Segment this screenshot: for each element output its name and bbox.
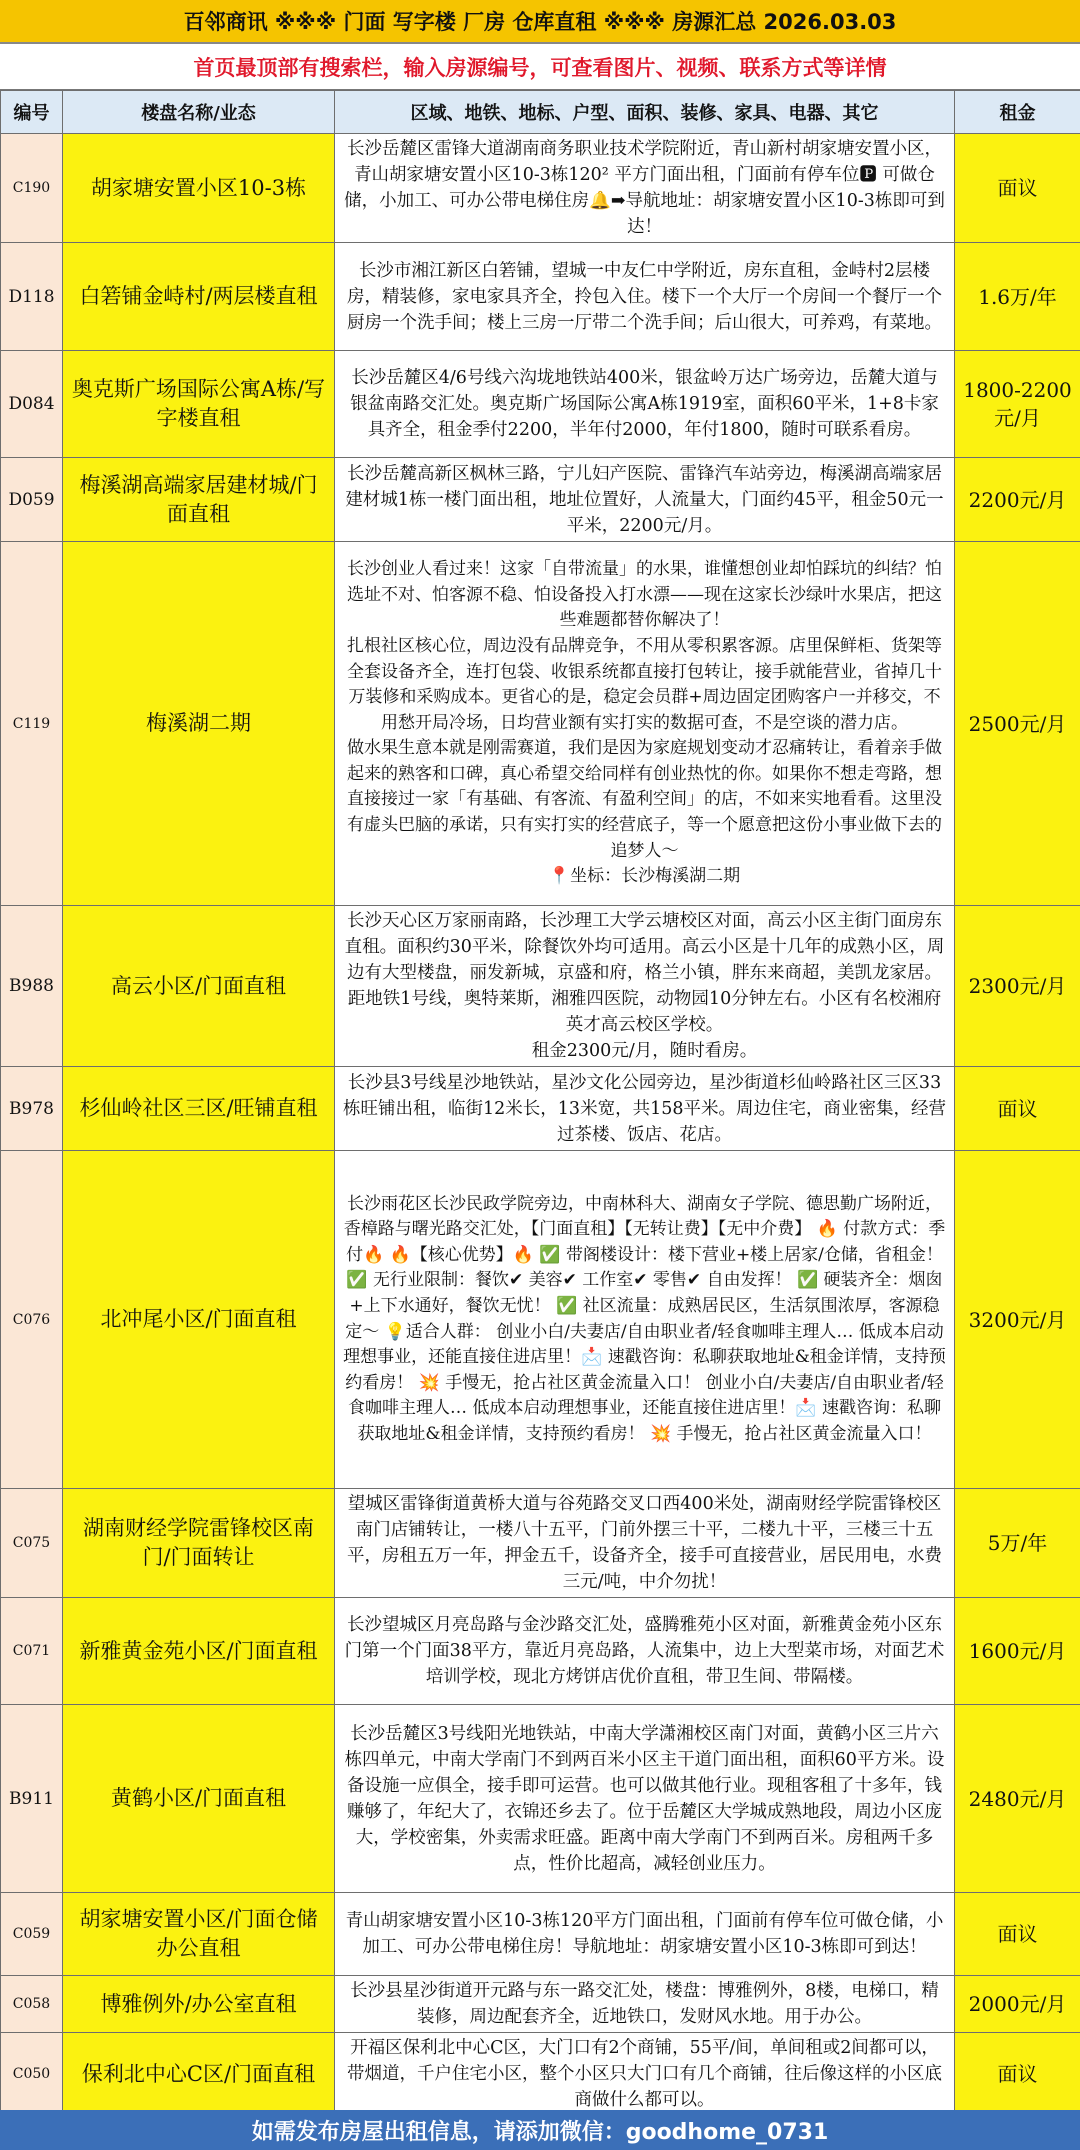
cell-code: B988	[1, 906, 63, 1067]
cell-code: B911	[1, 1705, 63, 1893]
cell-code: C059	[1, 1893, 63, 1976]
cell-code: C190	[1, 134, 63, 243]
table-row	[1, 1976, 1080, 2033]
table-row	[1, 1151, 1080, 1489]
cell-rent: 5万/年	[955, 1489, 1080, 1598]
cell-property-name: 杉仙岭社区三区/旺铺直租	[63, 1067, 335, 1151]
cell-property-name: 黄鹤小区/门面直租	[63, 1705, 335, 1893]
cell-rent: 2480元/月	[955, 1705, 1080, 1893]
cell-code: B978	[1, 1067, 63, 1151]
table-row	[1, 351, 1080, 458]
cell-rent: 1800-2200元/月	[955, 351, 1080, 458]
cell-code: C119	[1, 542, 63, 906]
cell-property-name: 白箬铺金峙村/两层楼直租	[63, 243, 335, 351]
table-row	[1, 134, 1080, 243]
cell-description: 长沙岳麓区4/6号线六沟垅地铁站400米，银盆岭万达广场旁边，岳麓大道与银盆南路交汇处。奥克斯广场国际公寓A栋1919室，面积60平米，1+8卡家具齐全，租金季付2200，半年付2000，年付1800，随时可联系看房。	[335, 351, 955, 458]
cell-property-name: 梅溪湖高端家居建材城/门面直租	[63, 458, 335, 542]
table-header-row	[1, 91, 1080, 134]
cell-rent: 2000元/月	[955, 1976, 1080, 2033]
cell-property-name: 胡家塘安置小区10-3栋	[63, 134, 335, 243]
cell-description: 长沙市湘江新区白箬铺，望城一中友仁中学附近，房东直租，金峙村2层楼房，精装修，家电家具齐全，拎包入住。楼下一个大厅一个房间一个餐厅一个厨房一个洗手间；楼上三房一厅带二个洗手间；后山很大，可养鸡，有菜地。	[335, 243, 955, 351]
table-row	[1, 906, 1080, 1067]
cell-code: C071	[1, 1598, 63, 1705]
cell-description: 长沙岳麓区雷锋大道湖南商务职业技术学院附近，青山新村胡家塘安置小区，青山胡家塘安置小区10-3栋120² 平方门面出租，门面前有停车位🅿 可做仓储，小加工、可办公带电梯住房🔔➡导航地址：胡家塘安置小区10-3栋即可到达！	[335, 134, 955, 243]
cell-rent: 1.6万/年	[955, 243, 1080, 351]
cell-property-name: 博雅例外/办公室直租	[63, 1976, 335, 2033]
cell-code: C076	[1, 1151, 63, 1489]
listing-table	[0, 90, 1080, 2116]
cell-code: C058	[1, 1976, 63, 2033]
cell-description: 长沙县3号线星沙地铁站，星沙文化公园旁边，星沙街道杉仙岭路社区三区33栋旺铺出租，临街12米长，13米宽，共158平米。周边住宅，商业密集，经营过茶楼、饭店、花店。	[335, 1067, 955, 1151]
table-row	[1, 542, 1080, 906]
cell-description: 青山胡家塘安置小区10-3栋120平方门面出租，门面前有停车位可做仓储，小加工、可办公带电梯住房！导航地址：胡家塘安置小区10-3栋即可到达！	[335, 1893, 955, 1976]
cell-property-name: 新雅黄金苑小区/门面直租	[63, 1598, 335, 1705]
cell-code: C075	[1, 1489, 63, 1598]
table-row	[1, 1598, 1080, 1705]
column-header-code: 编号	[1, 91, 63, 134]
cell-code: C050	[1, 2033, 63, 2116]
column-header-name: 楼盘名称/业态	[63, 91, 335, 134]
cell-code: D118	[1, 243, 63, 351]
cell-rent: 2200元/月	[955, 458, 1080, 542]
cell-property-name: 保利北中心C区/门面直租	[63, 2033, 335, 2116]
cell-description: 长沙岳麓高新区枫林三路，宁儿妇产医院、雷锋汽车站旁边，梅溪湖高端家居建材城1栋一楼门面出租，地址位置好，人流量大，门面约45平，租金50元一平米，2200元/月。	[335, 458, 955, 542]
column-header-desc: 区域、地铁、地标、户型、面积、装修、家具、电器、其它	[335, 91, 955, 134]
cell-property-name: 奥克斯广场国际公寓A栋/写字楼直租	[63, 351, 335, 458]
cell-rent: 面议	[955, 1067, 1080, 1151]
table-row	[1, 2033, 1080, 2116]
cell-rent: 1600元/月	[955, 1598, 1080, 1705]
cell-description: 长沙天心区万家丽南路，长沙理工大学云塘校区对面，高云小区主街门面房东直租。面积约30平米，除餐饮外均可适用。高云小区是十几年的成熟小区，周边有大型楼盘，丽发新城，京盛和府，格兰小镇，胖东来商超，美凯龙家居。距地铁1号线，奥特莱斯，湘雅四医院，动物园10分钟左右。小区有名校湘府英才高云校区学校。 租金2300元/月，随时看房。	[335, 906, 955, 1067]
cell-rent: 面议	[955, 134, 1080, 243]
cell-description: 长沙县星沙街道开元路与东一路交汇处，楼盘：博雅例外，8楼，电梯口，精装修，周边配套齐全，近地铁口，发财风水地。用于办公。	[335, 1976, 955, 2033]
cell-description: 望城区雷锋街道黄桥大道与谷苑路交叉口西400米处，湖南财经学院雷锋校区南门店铺转让，一楼八十五平，门前外摆三十平，二楼九十平，三楼三十五平，房租五万一年，押金五千，设备齐全，接手可直接营业，居民用电，水费三元/吨，中介勿扰！	[335, 1489, 955, 1598]
cell-rent: 3200元/月	[955, 1151, 1080, 1489]
footer-contact: 如需发布房屋出租信息，请添加微信：goodhome_0731	[0, 2110, 1080, 2150]
table-row	[1, 1489, 1080, 1598]
table-row	[1, 458, 1080, 542]
cell-rent: 2300元/月	[955, 906, 1080, 1067]
cell-rent: 2500元/月	[955, 542, 1080, 906]
cell-description: 长沙岳麓区3号线阳光地铁站，中南大学潇湘校区南门对面，黄鹤小区三片六栋四单元，中南大学南门不到两百米小区主干道门面出租，面积60平方米。设备设施一应俱全，接手即可运营。也可以做其他行业。现租客租了十多年，钱赚够了，年纪大了，衣锦还乡去了。位于岳麓区大学城成熟地段，周边小区庞大，学校密集，外卖需求旺盛。距离中南大学南门不到两百米。房租两千多点，性价比超高，减轻创业压力。	[335, 1705, 955, 1893]
cell-description: 长沙雨花区长沙民政学院旁边，中南林科大、湖南女子学院、德思勤广场附近，香樟路与曙光路交汇处，【门面直租】【无转让费】【无中介费】 🔥 付款方式：季付🔥 🔥【核心优势】🔥 ✅ 带阁楼设计：楼下营业+楼上居家/仓储，省租金！ ✅ 无行业限制：餐饮✔ 美容✔ 工作室✔ 零售✔ 自由发挥！ ✅ 硬装齐全：烟囱+上下水通好，餐饮无忧！ ✅ 社区流量：成熟居民区，生活氛围浓厚，客源稳定～ 💡适合人群： 创业小白/夫妻店/自由职业者/轻食咖啡主理人… 低成本启动理想事业，还能直接住进店里！📩 速戳咨询：私聊获取地址&租金详情，支持预约看房！ 💥 手慢无，抢占社区黄金流量入口！ 创业小白/夫妻店/自由职业者/轻食咖啡主理人… 低成本启动理想事业，还能直接住进店里！📩 速戳咨询：私聊获取地址&租金详情，支持预约看房！ 💥 手慢无，抢占社区黄金流量入口！	[335, 1151, 955, 1489]
table-row	[1, 1705, 1080, 1893]
cell-property-name: 高云小区/门面直租	[63, 906, 335, 1067]
table-row	[1, 243, 1080, 351]
cell-property-name: 胡家塘安置小区/门面仓储办公直租	[63, 1893, 335, 1976]
cell-property-name: 北冲尾小区/门面直租	[63, 1151, 335, 1489]
cell-code: D059	[1, 458, 63, 542]
cell-code: D084	[1, 351, 63, 458]
table-row	[1, 1067, 1080, 1151]
table-row	[1, 1893, 1080, 1976]
cell-description: 长沙望城区月亮岛路与金沙路交汇处，盛腾雅苑小区对面，新雅黄金苑小区东门第一个门面38平方，靠近月亮岛路，人流集中，边上大型菜市场，对面艺术培训学校，现北方烤饼店优价直租，带卫生间、带隔楼。	[335, 1598, 955, 1705]
cell-rent: 面议	[955, 2033, 1080, 2116]
cell-description: 开福区保利北中心C区，大门口有2个商铺，55平/间，单间租或2间都可以，带烟道，千户住宅小区，整个小区只大门口有几个商铺，往后像这样的小区底商做什么都可以。	[335, 2033, 955, 2116]
search-notice: 首页最顶部有搜索栏，输入房源编号，可查看图片、视频、联系方式等详情	[0, 44, 1080, 90]
page-title: 百邻商讯 ※※※ 门面 写字楼 厂房 仓库直租 ※※※ 房源汇总 2026.03.03	[0, 0, 1080, 44]
cell-rent: 面议	[955, 1893, 1080, 1976]
cell-property-name: 梅溪湖二期	[63, 542, 335, 906]
cell-property-name: 湖南财经学院雷锋校区南门/门面转让	[63, 1489, 335, 1598]
column-header-rent: 租金	[955, 91, 1080, 134]
cell-description: 长沙创业人看过来！这家「自带流量」的水果，谁懂想创业却怕踩坑的纠结？怕选址不对、怕客源不稳、怕设备投入打水漂——现在这家长沙绿叶水果店，把这些难题都替你解决了！ 扎根社区核心位，周边没有品牌竞争，不用从零积累客源。店里保鲜柜、货架等全套设备齐全，连打包袋、收银系统都直接打包转让，接手就能营业，省掉几十万装修和采购成本。更省心的是，稳定会员群+周边固定团购客户一并移交，不用愁开局冷场，日均营业额有实打实的数据可查，不是空谈的潜力店。 做水果生意本就是刚需赛道，我们是因为家庭规划变动才忍痛转让，看着亲手做起来的熟客和口碑，真心希望交给同样有创业热忱的你。如果你不想走弯路，想直接接过一家「有基础、有客流、有盈利空间」的店，不如来实地看看。这里没有虚头巴脑的承诺，只有实打实的经营底子，等一个愿意把这份小事业做下去的追梦人～ 📍坐标：长沙梅溪湖二期	[335, 542, 955, 906]
